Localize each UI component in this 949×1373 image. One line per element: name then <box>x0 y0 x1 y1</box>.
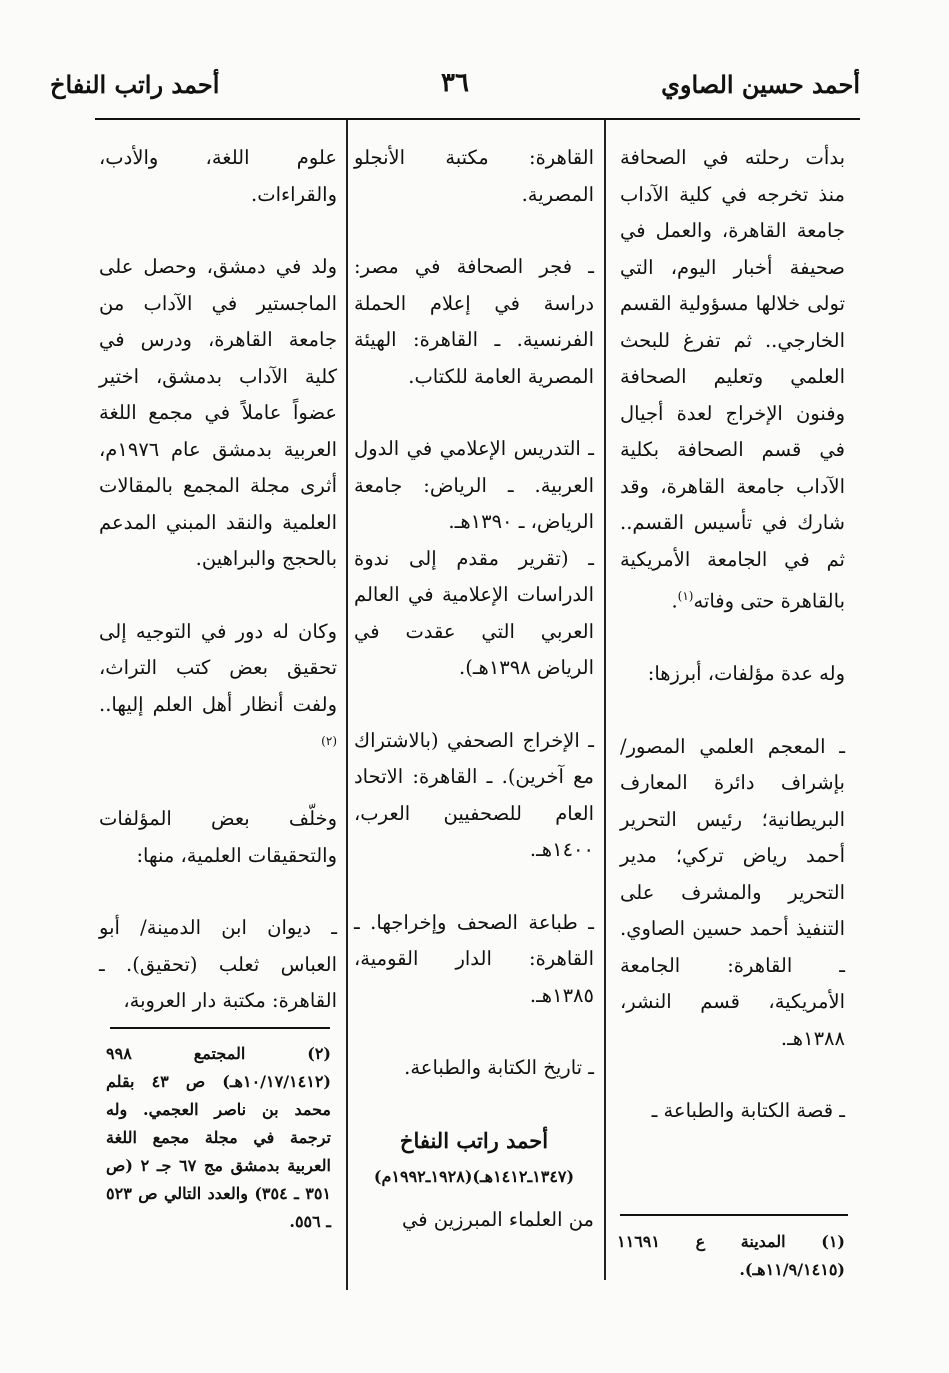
running-head-left: أحمد راتب النفاخ <box>50 70 220 99</box>
biography-title: أحمد راتب النفاخ <box>399 1127 549 1153</box>
header-rule <box>95 118 860 120</box>
bibliography-entry: ـ قصة الكتابة والطباعة ـ <box>651 1099 845 1122</box>
footnote-ref: (١) <box>677 589 694 603</box>
column-left <box>99 140 337 1056</box>
paragraph: من العلماء المبرزين في <box>401 1207 594 1231</box>
bibliography-note: ـ (تقرير مقدم إلى ندوة الدراسات الإعلامية في العالم العربي التي عقدت في الرياض ١٣٩٨هـ). <box>354 546 594 679</box>
footnote-2: (٢) المجتمع ٩٩٨ (١٠/١٧/١٤١٢هـ) ص ٤٣ بقلم محمد بن ناصر العجمي. وله ترجمة في مجلة مجمع اللغة العربية بدمشق مج ٦٧ جـ ٢ (ص ٣٥١ ـ ٣٥٤) والعدد التالي ص ٥٢٣ ـ ٥٥٦. <box>106 1044 332 1231</box>
running-head-right: أحمد حسين الصاوي <box>661 70 860 99</box>
bibliography-entry: ـ المعجم العلمي المصور/ بإشراف دائرة المعارف البريطانية؛ رئيس التحرير أحمد رياض تركي؛ مدير التحرير والمشرف على التنفيذ أحمد حسين الصاوي. ـ القاهرة: الجامعة الأمريكية، قسم النشر، ١٣٨٨هـ. <box>620 734 845 1050</box>
paragraph: وكان له دور في التوجيه إلى تحقيق بعض كتب التراث، ولفت أنظار أهل العلم إليها..$^{(٢)}$ <box>99 619 337 748</box>
footnote-1: (١) المدينة ع ١١٦٩١ (١١/٩/١٤١٥هـ). <box>617 1232 845 1279</box>
bibliography-entry: ـ التدريس الإعلامي في الدول العربية. ـ الرياض: جامعة الرياض، ـ ١٣٩٠هـ. <box>354 437 594 533</box>
bibliography-entry: ـ تاريخ الكتابة والطباعة. <box>404 1056 594 1079</box>
page-number: ٣٦ <box>441 68 469 98</box>
bibliography-entry: ـ الإخراج الصحفي (بالاشتراك مع آخرين). ـ القاهرة: الاتحاد العام للصحفيين العرب، ١٤٠٠هـ. <box>354 728 594 861</box>
column-middle <box>354 140 594 1274</box>
biography-dates: (١٣٤٧ـ١٤١٢هـ)(١٩٢٨ـ١٩٩٢م) <box>373 1167 575 1186</box>
page-header <box>50 60 860 118</box>
paragraph: علوم اللغة، والأدب، والقراءات. <box>99 146 337 206</box>
footnote-rule <box>110 1027 330 1029</box>
paragraph: وخلّف بعض المؤلفات والتحقيقات العلمية، منها: <box>99 807 337 867</box>
bibliography-entry: ـ فجر الصحافة في مصر: دراسة في إعلام الحملة الفرنسية. ـ القاهرة: الهيئة المصرية العامة للكتاب. <box>354 255 594 388</box>
column-divider-right <box>604 120 606 1280</box>
paragraph: ولد في دمشق، وحصل على الماجستير في الآداب من جامعة القاهرة، ودرس في كلية الآداب بدمشق، اختير عضواً عاملاً في مجمع اللغة العربية بدمشق عام ١٩٧٦م، أثرى مجلة المجمع بالمقالات العلمية والنقد المبني المدعم بالحجج والبراهين. <box>99 255 337 570</box>
paragraph: وله عدة مؤلفات، أبرزها: <box>647 662 845 685</box>
column-right <box>620 140 845 1166</box>
footnote-rule <box>620 1214 848 1216</box>
bibliography-entry: القاهرة: مكتبة الأنجلو المصرية. <box>354 146 594 206</box>
paragraph: بدأت رحلته في الصحافة منذ تخرجه في كلية الآداب جامعة القاهرة، والعمل في صحيفة أخبار اليوم، التي تولى خلالها مسؤولية القسم الخارجي.. ثم تفرغ للبحث العلمي وتعليم الصحافة وفنون الإخراج لعدة أجيال في قسم الصحافة بكلية الآداب جامعة القاهرة، وقد شارك في تأسيس القسم.. ثم في الجامعة الأمريكية بالقاهرة حتى وفاته$^{(١)}$. <box>620 146 845 613</box>
bibliography-entry: ـ طباعة الصحف وإخراجها. ـ القاهرة: الدار القومية، ١٣٨٥هـ. <box>354 910 594 1007</box>
footnote-ref: (٢) <box>321 734 337 748</box>
bibliography-entry: ـ ديوان ابن الدمينة/ أبو العباس ثعلب (تحقيق). ـ القاهرة: مكتبة دار العروبة، <box>99 916 337 1012</box>
column-divider-left <box>346 120 348 1290</box>
